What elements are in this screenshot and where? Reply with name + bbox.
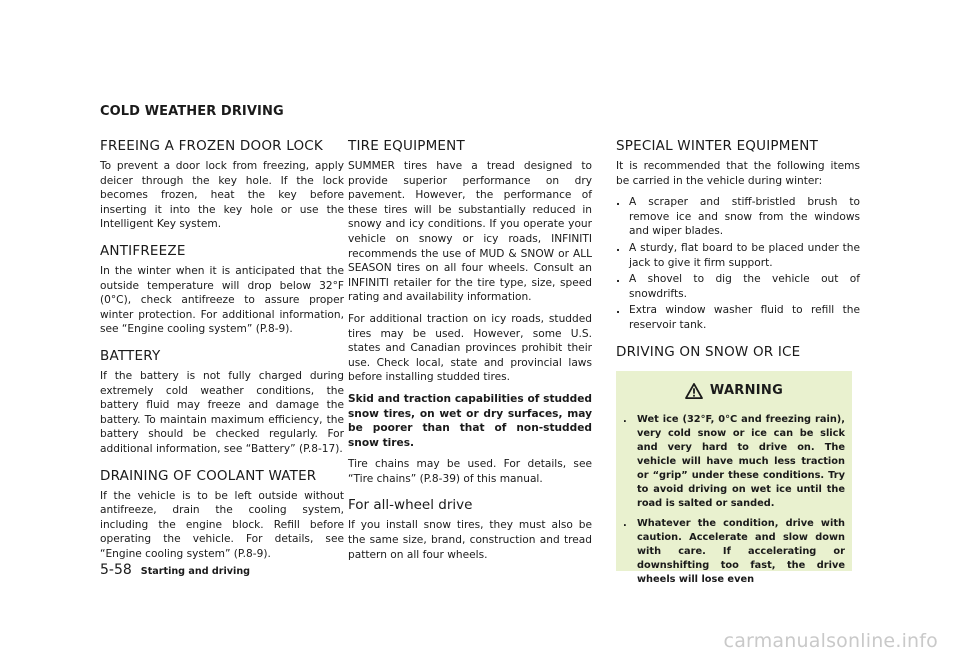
section-special-winter-equipment: [616, 138, 860, 333]
section-heading: FREEING A FROZEN DOOR LOCK: [100, 138, 323, 154]
list-item: [616, 241, 860, 270]
warning-item: [623, 517, 845, 587]
column-middle: [348, 138, 592, 573]
section-body: If the vehicle is to be left outside without antifreeze, drain the cooling system, including the engine block. Refill before operating the vehicle. For details, see “Engine cooling system” (P.8-9).: [100, 489, 344, 560]
warning-item-text: Wet ice (32°F, 0°C and freezing rain), very cold snow or ice can be slick and very hard to drive on. The vehicle will have much less traction or “grip” under these conditions. Try to avoid driving on wet ice until the road is salted or sanded.: [637, 413, 845, 509]
page-number: 5-58: [100, 562, 132, 578]
section-body: In the winter when it is anticipated that the outside temperature will drop below 32°F (0°C), check antifreeze to assure proper winter protection. For additional information, see “Engine cooling system” (P.8-9).: [100, 264, 344, 336]
section-heading: TIRE EQUIPMENT: [348, 138, 465, 154]
bullet: .: [616, 241, 621, 254]
list-item: [616, 303, 860, 332]
section-heading: SPECIAL WINTER EQUIPMENT: [616, 138, 819, 154]
page-section-title: Starting and driving: [140, 566, 251, 577]
warning-box: [616, 371, 852, 585]
bullet: .: [616, 273, 621, 286]
list-item-text: A shovel to dig the vehicle out of snowdrifts.: [629, 273, 860, 300]
tire-paragraph-1: SUMMER tires have a tread designed to provide superior performance on dry pavement. However, the performance of these tires will be substantially reduced in snowy and icy conditions. If you operate your vehicle on snowy or icy roads, INFINITI recommends the use of MUD & SNOW or ALL SEASON tires on all four wheels. Consult an INFINITI retailer for the tire type, size, speed rating and availability information.: [348, 160, 592, 304]
list-item-text: Extra window washer fluid to refill the reservoir tank.: [629, 304, 860, 331]
column-right: [616, 138, 860, 585]
section-heading: BATTERY: [100, 347, 161, 364]
section-heading: DRAINING OF COOLANT WATER: [100, 467, 317, 484]
section-body: To prevent a door lock from freezing, apply deicer through the key hole. If the lock becomes frozen, heat the key before inserting it into the key hole or use the Intelligent Key system.: [100, 160, 344, 231]
section-freezing-door-lock: [100, 138, 344, 232]
section-heading: ANTIFREEZE: [100, 242, 186, 259]
column-left: [100, 138, 344, 572]
tire-paragraph-4: Tire chains may be used. For details, see “Tire chains” (P.8-39) of this manual.: [348, 458, 592, 485]
warning-header: [623, 383, 845, 399]
list-item: [616, 195, 860, 239]
section-tire-equipment: [348, 138, 592, 486]
section-all-wheel-drive: [348, 497, 592, 562]
list-item: [616, 272, 860, 301]
section-body: If the battery is not fully charged during extremely cold weather conditions, the battery fluid may freeze and damage the battery. To maintain maximum efficiency, the battery should be checked regularly. For additional information, see “Battery” (P.8-17).: [100, 369, 344, 455]
section-heading: DRIVING ON SNOW OR ICE: [616, 343, 801, 360]
equipment-list: [616, 195, 860, 332]
warning-list: [623, 413, 845, 587]
bullet: .: [623, 517, 627, 529]
watermark: carmanualsonline.info: [723, 630, 938, 652]
subsection-heading: For all-wheel drive: [348, 497, 473, 514]
page-header: COLD WEATHER DRIVING: [100, 104, 284, 119]
section-antifreeze: [100, 243, 344, 337]
section-battery: [100, 348, 344, 457]
section-coolant-water: [100, 468, 344, 562]
warning-item: [623, 413, 845, 511]
page-footer: [100, 562, 250, 578]
bullet: .: [616, 304, 621, 317]
tire-paragraph-3: Skid and traction capabilities of studded snow tires, on wet or dry surfaces, may be poorer than that of non-studded snow tires.: [348, 392, 592, 449]
list-item-text: A scraper and stiff-bristled brush to remove ice and snow from the windows and wiper blades.: [629, 196, 860, 238]
bullet: .: [616, 196, 621, 209]
warning-item-text: Whatever the condition, drive with caution. Accelerate and slow down with care. If accelerating or downshifting too fast, the drive wheels will lose even: [637, 517, 845, 585]
bullet: .: [623, 413, 627, 425]
tire-paragraph-2: For additional traction on icy roads, studded tires may be used. However, some U.S. states and Canadian provinces prohibit their use. Check local, state and provincial laws before installing studded tires.: [348, 312, 592, 384]
list-item-text: A sturdy, flat board to be placed under the jack to give it firm support.: [629, 241, 860, 269]
section-intro: It is recommended that the following items be carried in the vehicle during winter:: [616, 160, 860, 187]
warning-triangle-icon: [685, 383, 703, 399]
section-body: If you install snow tires, they must also be the same size, brand, construction and tread pattern on all four wheels.: [348, 519, 592, 561]
section-driving-on-snow-or-ice: [616, 343, 860, 585]
warning-title: WARNING: [709, 383, 784, 399]
